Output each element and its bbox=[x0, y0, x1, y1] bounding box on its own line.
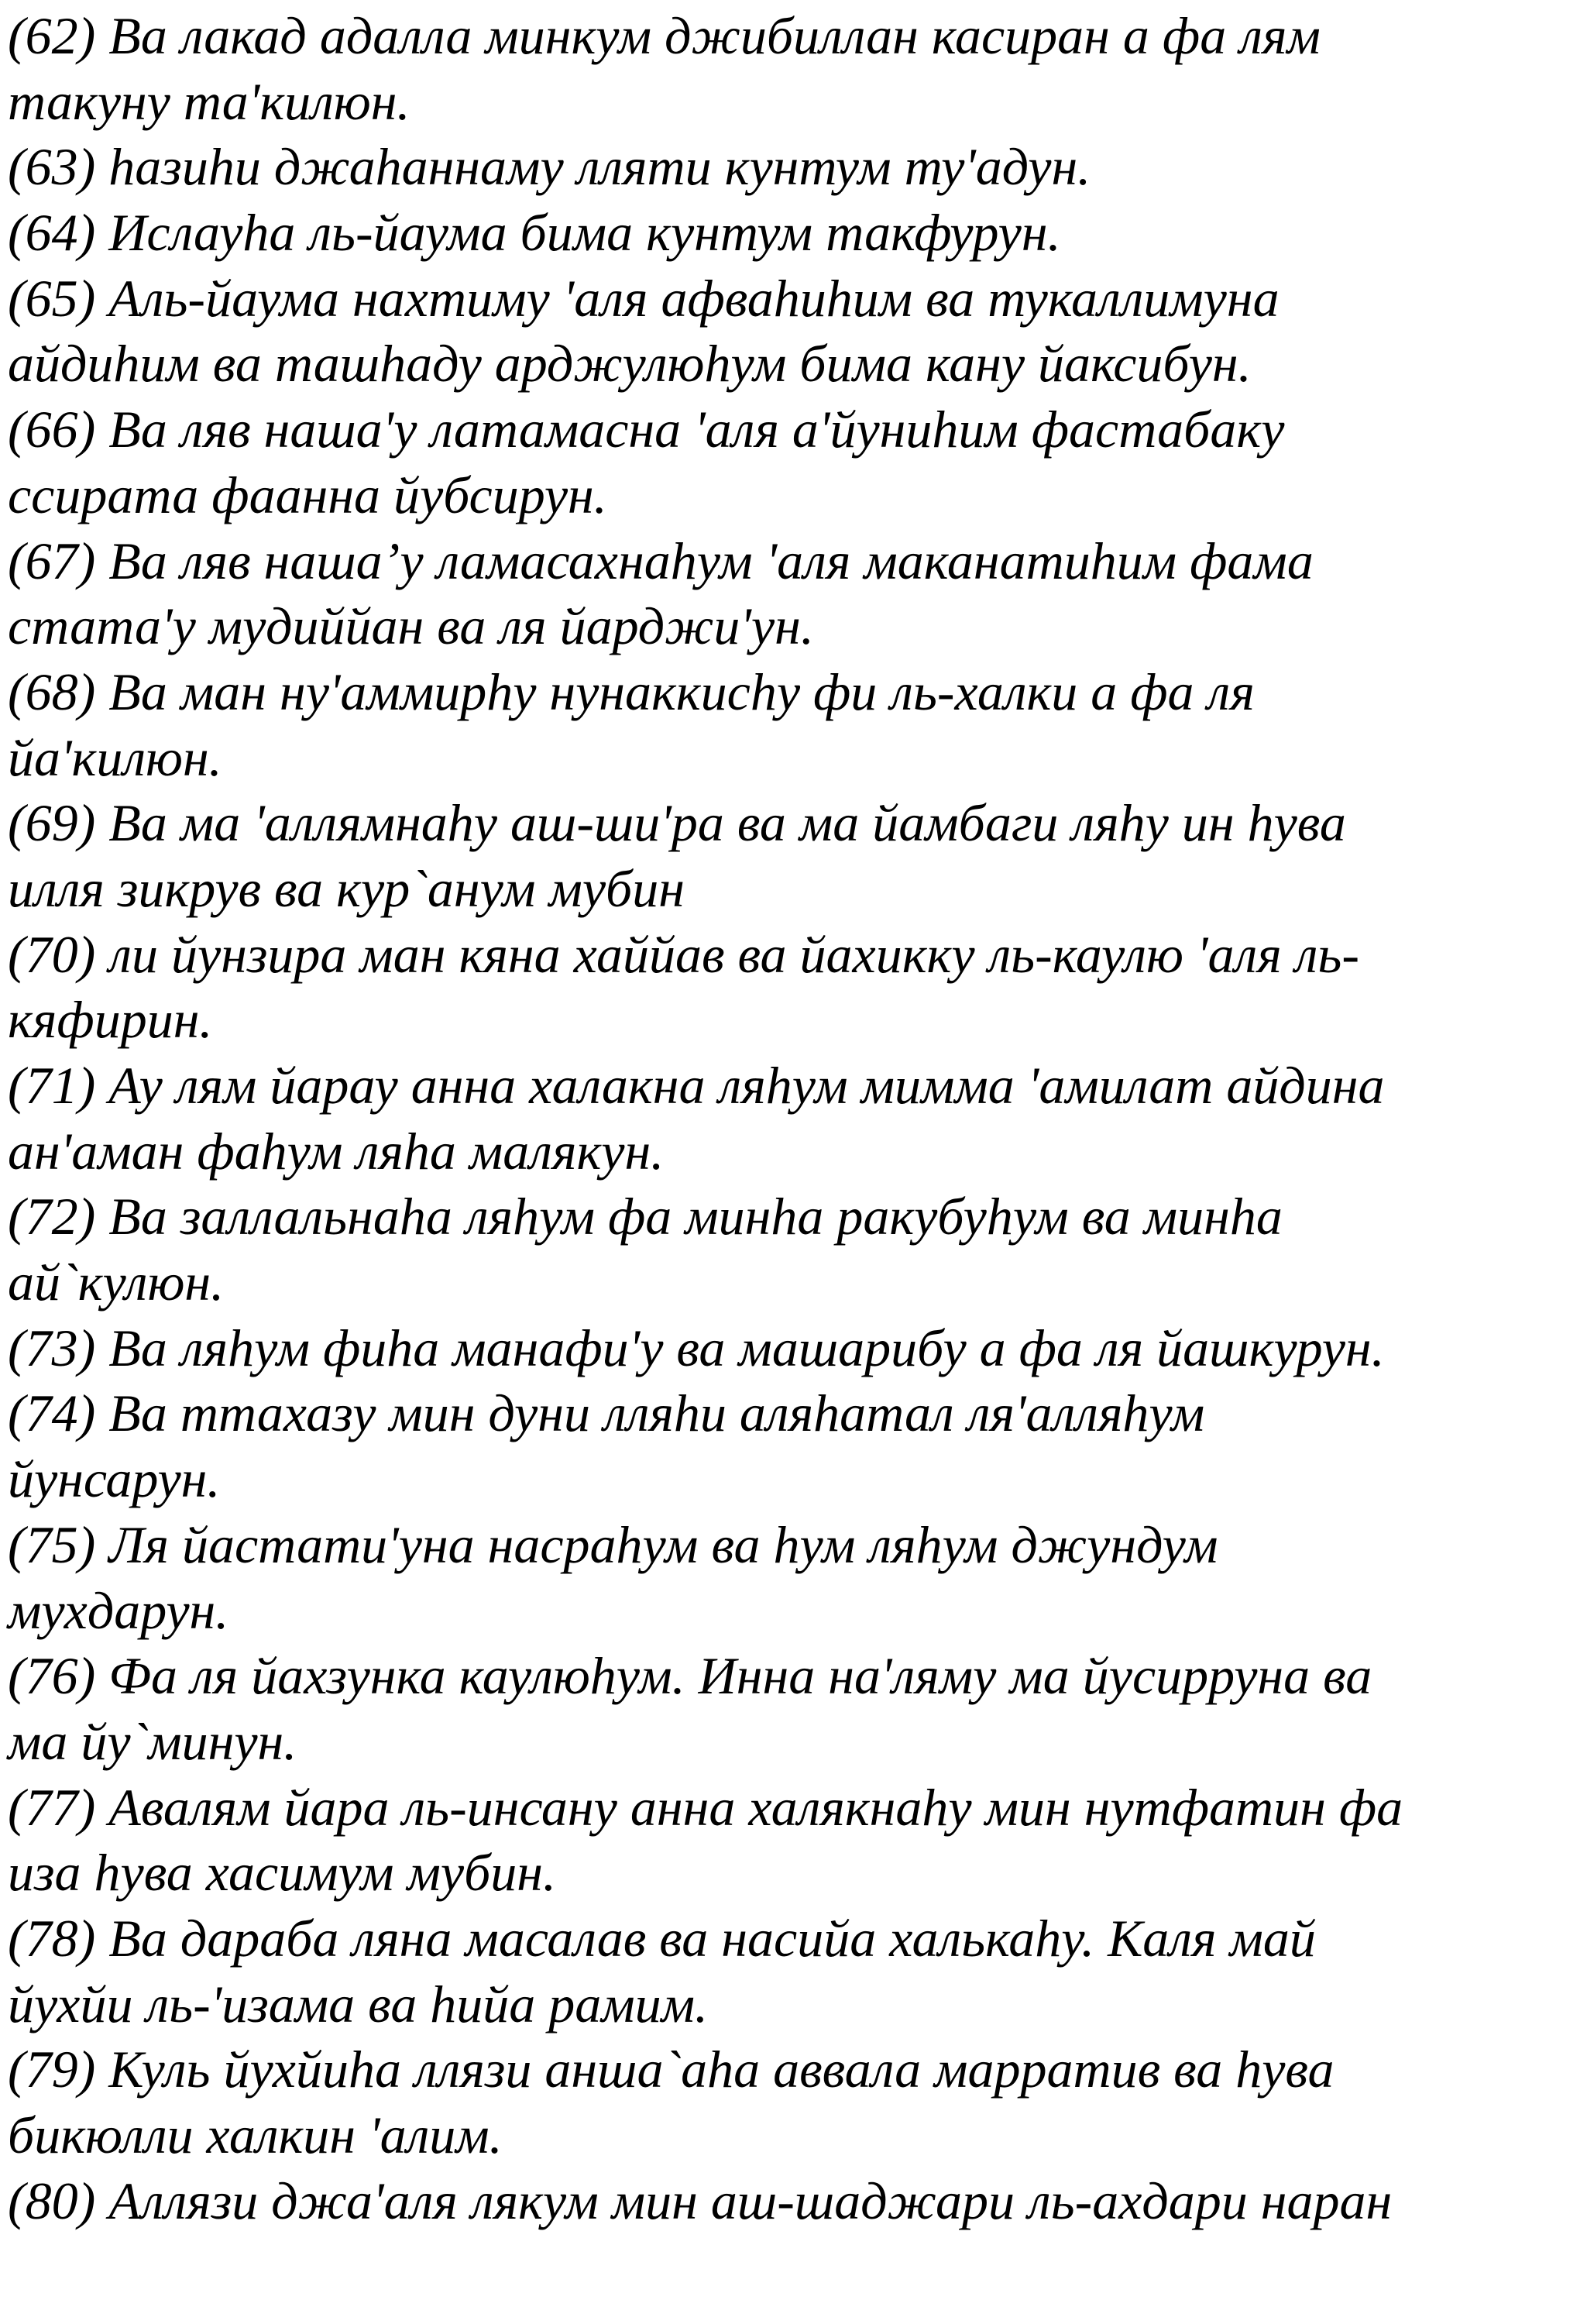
text-line: (76) Фа ля йахзунка каулюһум. Инна на'ляму ма йусирруна ва bbox=[8, 1646, 1372, 1706]
text-line: илля зикрув ва кур`анум мубин bbox=[8, 858, 685, 918]
text-line: (72) Ва заллальнаһа ляһум фа минһа ракубуһум ва минһа bbox=[8, 1187, 1283, 1246]
text-line: ан'аман фаһум ляһа малякун. bbox=[8, 1121, 665, 1181]
text-line: бикюлли халкин 'алим. bbox=[8, 2106, 503, 2164]
document-text bbox=[8, 3, 1580, 2233]
text-line: (79) Куль йухйиһа ллязи анша`аһа аввала марратив ва һува bbox=[8, 2040, 1335, 2099]
text-line: (65) Аль-йаума нахтиму 'аля афваһиһим ва тукаллимуна bbox=[8, 268, 1280, 328]
text-line: (63) һазиһи джаһаннаму лляти кунтум ту'адун. bbox=[8, 137, 1091, 197]
text-line: мухдарун. bbox=[8, 1580, 229, 1640]
text-line: ма йу`минун. bbox=[8, 1711, 297, 1771]
text-line: (73) Ва ляһум фиһа манафи'у ва машарибу а фа ля йашкурун. bbox=[8, 1318, 1385, 1377]
text-line: айдиһим ва ташһаду арджулюһум бима кану йаксибун. bbox=[8, 334, 1252, 394]
text-line: (77) Авалям йара ль-инсану анна халякнаһу мин нутфатин фа bbox=[8, 1777, 1403, 1837]
text-line: йа'килюн. bbox=[8, 727, 222, 787]
text-line: кяфирин. bbox=[8, 990, 213, 1050]
text-line: (67) Ва ляв наша’у ламасахнаһум 'аля маканатиһим фама bbox=[8, 531, 1314, 590]
text-line: (75) Ля йастати'уна насраһум ва һум ляһум джундум bbox=[8, 1514, 1218, 1574]
text-line: йухйи ль-'изама ва һийа рамим. bbox=[8, 1974, 709, 2033]
text-line: (64) Ислауһа ль-йаума бима кунтум такфурун. bbox=[8, 203, 1061, 263]
text-line: (78) Ва дараба ляна масалав ва насийа халькаһу. Каля май bbox=[8, 1908, 1316, 1968]
text-line: йунсарун. bbox=[8, 1449, 221, 1509]
text-line: (70) ли йунзира ман кяна хаййав ва йахикку ль-каулю 'аля ль- bbox=[8, 924, 1359, 984]
text-line: ссирата фаанна йубсирун. bbox=[8, 465, 607, 524]
text-line: (68) Ва ман ну'аммирһу нунаккисһу фи ль-халки а фа ля bbox=[8, 662, 1255, 721]
text-line: (62) Ва лакад адалла минкум джибиллан касиран а фа лям bbox=[8, 6, 1321, 65]
text-line: стата'у мудиййан ва ля йарджи'ун. bbox=[8, 596, 814, 656]
text-line: (66) Ва ляв наша'у латамасна 'аля а'йуниһим фастабаку bbox=[8, 400, 1285, 459]
text-line: (69) Ва ма 'аллямнаһу аш-ши'ра ва ма йамбаги ляһу ин һува bbox=[8, 793, 1346, 853]
text-line: (80) Аллязи джа'аля лякум мин аш-шаджари ль-ахдари наран bbox=[8, 2171, 1393, 2230]
text-line: ай`кулюн. bbox=[8, 1253, 225, 1312]
text-line: (74) Ва ттахазу мин дуни лляһи аляһатал ля'алляһум bbox=[8, 1384, 1205, 1443]
text-line: (71) Ау лям йарау анна халакна ляһум мимма 'амилат айдина bbox=[8, 1056, 1385, 1115]
text-line: иза һува хасимум мубин. bbox=[8, 1843, 557, 1903]
text-line: такуну та'килюн. bbox=[8, 71, 410, 131]
